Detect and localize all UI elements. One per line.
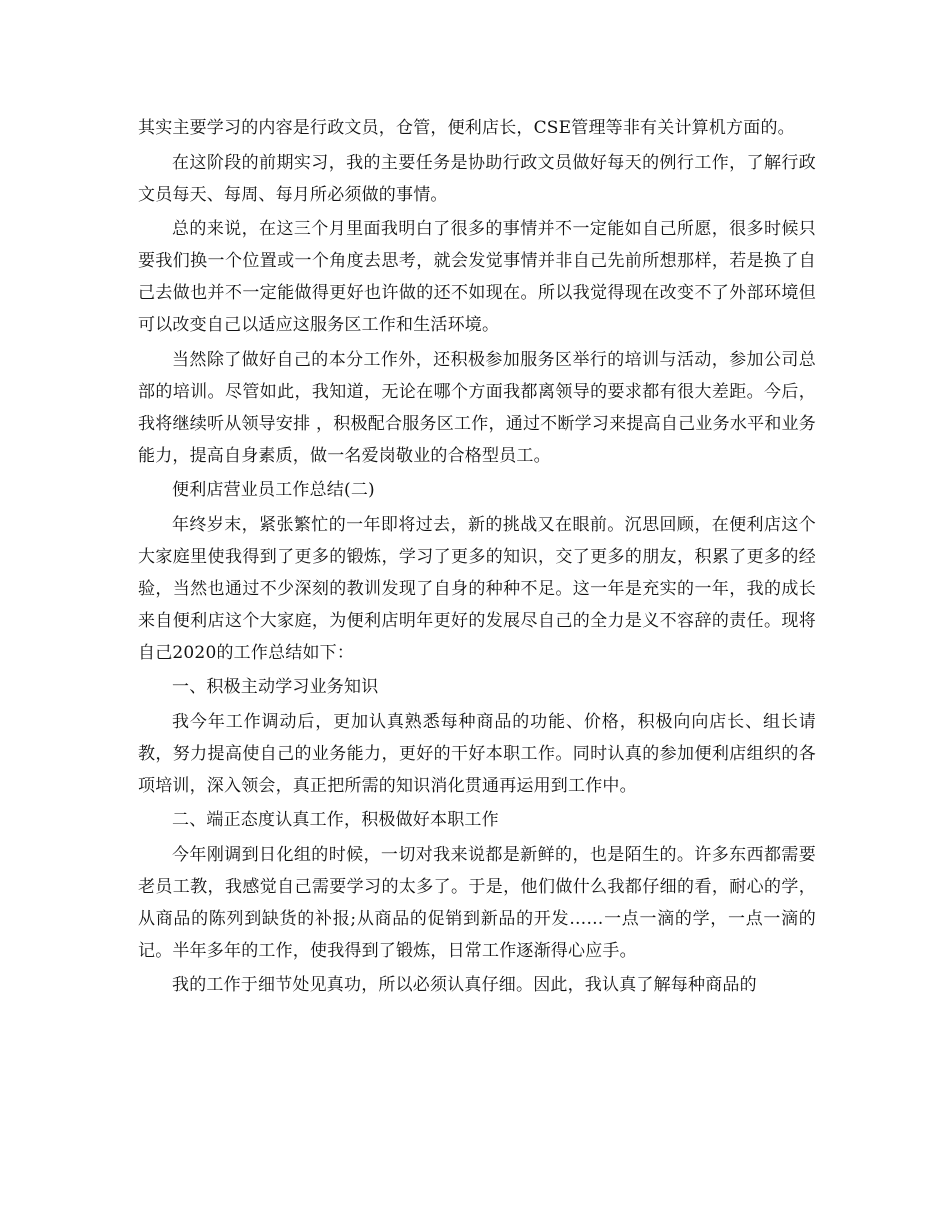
paragraph-6: 我今年工作调动后，更加认真熟悉每种商品的功能、价格，积极向向店长、组长请教，努力提高使自己的业务能力，更好的干好本职工作。同时认真的参加便利店组织的各项培训，深入领会，真正把所需的知识消化贯通再运用到工作中。 xyxy=(138,711,816,796)
paragraph-8: 我的工作于细节处见真功，所以必须认真仔细。因此，我认真了解每种商品的 xyxy=(172,975,757,995)
paragraph-5: 年终岁末，紧张繁忙的一年即将过去，新的挑战又在眼前。沉思回顾，在便利店这个大家庭里使我得到了更多的锻炼，学习了更多的知识，交了更多的朋友，积累了更多的经验，当然也通过不少深刻的教训发现了自身的种种不足。这一年是充实的一年，我的成长来自便利店这个大家庭，为便利店明年更好的发展尽自己的全力是义不容辞的责任。现将自己2020的工作总结如下： xyxy=(138,514,816,663)
paragraph-4: 当然除了做好自己的本分工作外，还积极参加服务区举行的培训与活动，参加公司总部的培训。尽管如此，我知道，无论在哪个方面我都离领导的要求都有很大差距。今后，我将继续听从领导安排 ，积极配合服务区工作，通过不断学习来提高自己业务水平和业务能力，提高自身素质，做一名爱岗敬业的合格型员工。 xyxy=(138,349,816,466)
heading-2: 二、端正态度认真工作，积极做好本职工作 xyxy=(172,810,499,830)
paragraph-1: 其实主要学习的内容是行政文员，仓管，便利店长，CSE管理等非有关计算机方面的。 xyxy=(138,118,795,138)
document-body xyxy=(138,112,816,1004)
heading-1: 一、积极主动学习业务知识 xyxy=(172,677,379,697)
paragraph-2: 在这阶段的前期实习，我的主要任务是协助行政文员做好每天的例行工作，了解行政文员每天、每周、每月所必须做的事情。 xyxy=(138,152,816,205)
section-title-2: 便利店营业员工作总结(二) xyxy=(172,480,375,500)
paragraph-7: 今年刚调到日化组的时候，一切对我来说都是新鲜的，也是陌生的。许多东西都需要老员工教，我感觉自己需要学习的太多了。于是，他们做什么我都仔细的看，耐心的学，从商品的陈列到缺货的补报;从商品的促销到新品的开发……一点一滴的学，一点一滴的记。半年多年的工作，使我得到了锻炼，日常工作逐渐得心应手。 xyxy=(138,844,816,961)
paragraph-3: 总的来说，在这三个月里面我明白了很多的事情并不一定能如自己所愿，很多时候只要我们换一个位置或一个角度去思考，就会发觉事情并非自己先前所想那样，若是换了自己去做也并不一定能做得更好也许做的还不如现在。所以我觉得现在改变不了外部环境但可以改变自己以适应这服务区工作和生活环境。 xyxy=(138,219,816,335)
